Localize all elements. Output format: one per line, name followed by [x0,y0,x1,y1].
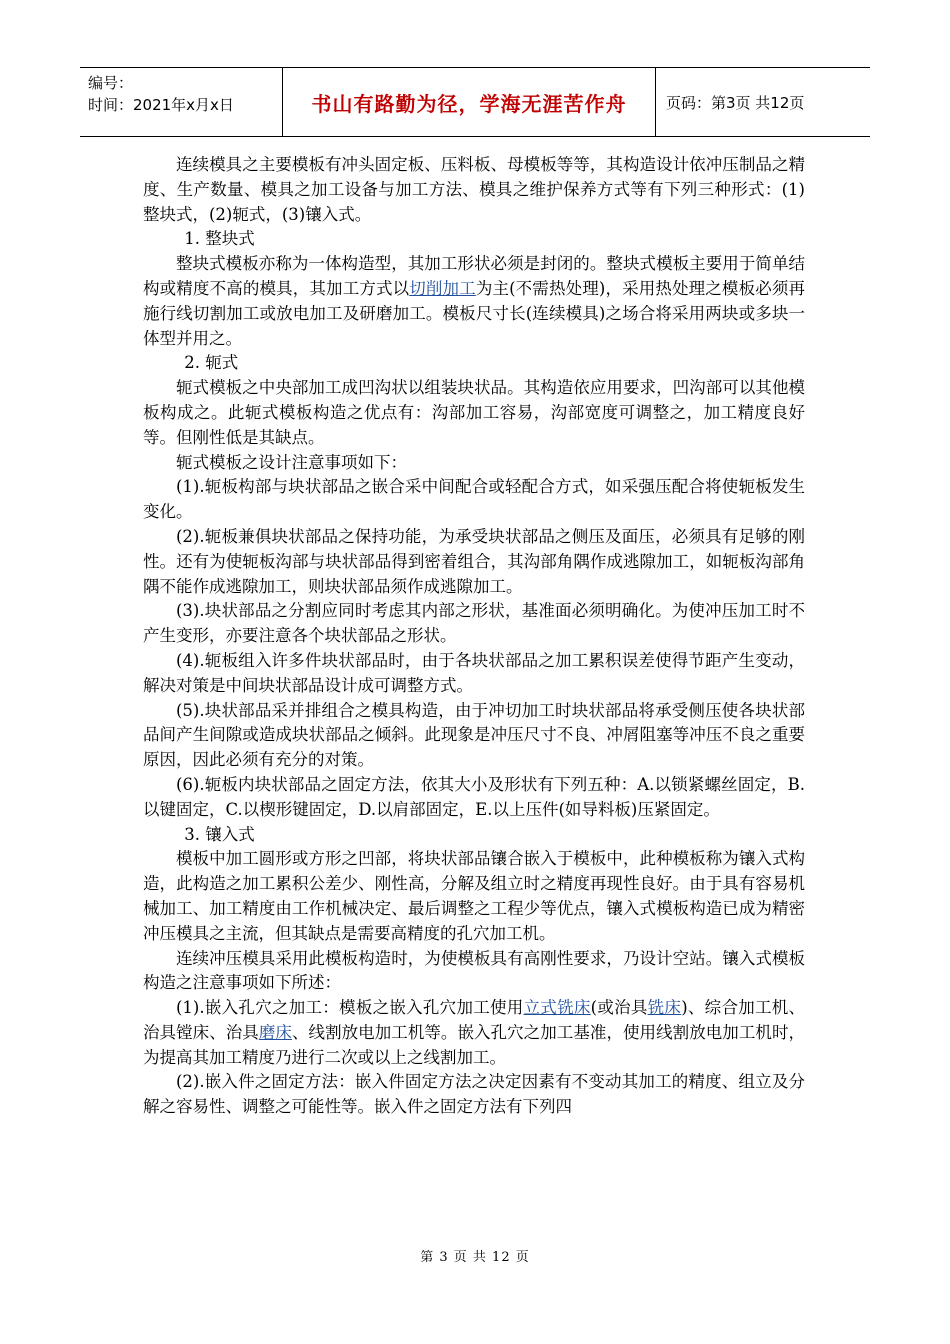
list-item-insert-1 [143,996,805,1070]
paragraph-text: 整块式模板亦称为一体构造型，其加工形状必须是封闭的。整块式模板主要用于简单结构或精度不高的模具，其加工方式以 [143,254,805,298]
document-number-label: 编号： [88,74,134,92]
paragraph-text: )、综合加工机、治具镗床、治具 [143,998,806,1042]
link-milling-machine[interactable]: 铣床 [647,998,682,1018]
paragraph-text: (或治具 [590,998,648,1018]
header-motto: 书山有路勤为径，学海无涯苦作舟 [311,91,627,116]
section-heading-yoke: 2. 轭式 [184,353,239,373]
page-header [80,67,870,137]
section-heading-insert: 3. 镶入式 [184,824,255,844]
link-cutting-machining[interactable]: 切削加工 [409,278,476,298]
document-date: 时间：2021年x月x日 [88,96,234,114]
header-motto-cell [283,68,656,136]
link-vertical-milling-machine[interactable]: 立式铣床 [523,998,591,1018]
list-item-yoke-3: (3).块状部品之分割应同时考虑其内部之形状，基准面必须明确化。为使冲压加工时不产生变形，亦要注意各个块状部品之形状。 [143,601,805,646]
header-meta [80,68,283,136]
link-grinding-machine[interactable]: 磨床 [258,1022,292,1042]
list-item-yoke-4: (4).轭板组入许多件块状部品时，由于各块状部品之加工累积误差使得节距产生变动，解决对策是中间块状部品设计成可调整方式。 [143,650,805,695]
list-item-yoke-6: (6).轭板内块状部品之固定方法，依其大小及形状有下列五种：A.以锁紧螺丝固定，B.以键固定，C.以楔形键固定，D.以肩部固定，E.以上压件(如导料板)压紧固定。 [143,774,805,819]
section-heading-monolithic: 1. 整块式 [184,229,255,249]
paragraph-text: 、线割放电加工机等。嵌入孔穴之加工基准，使用线割放电加工机时，为提高其加工精度乃进行二次或以上之线割加工。 [143,1022,806,1067]
list-item-insert-2: (2).嵌入件之固定方法：嵌入件固定方法之决定因素有不变动其加工的精度、组立及分解之容易性、调整之可能性等。嵌入件之固定方法有下列四 [143,1072,805,1117]
paragraph-insert: 模板中加工圆形或方形之凹部，将块状部品镶合嵌入于模板中，此种模板称为镶入式构造，此构造之加工累积公差少、刚性高，分解及组立时之精度再现性良好。由于具有容易机械加工、加工精度由工作机械决定、最后调整之工程少等优点，镶入式模板构造已成为精密冲压模具之主流，但其缺点是需要高精度的孔穴加工机。 [143,849,805,943]
document-body [143,153,805,1120]
page-footer: 第 3 页 共 12 页 [420,1250,530,1265]
header-page-info: 页码：第3页 共12页 [666,93,805,112]
paragraph-yoke-notes-intro: 轭式模板之设计注意事项如下： [176,452,407,472]
list-item-yoke-5: (5).块状部品采并排组合之模具构造，由于冲切加工时块状部品将承受侧压使各块状部品间产生间隙或造成块状部品之倾斜。此现象是冲压尺寸不良、冲屑阻塞等冲压不良之重要原因，因此必须有充分的对策。 [143,700,805,770]
paragraph-monolithic [143,252,805,351]
paragraph-insert-notes-intro: 连续冲压模具采用此模板构造时，为使模板具有高刚性要求，乃设计空站。镶入式模板构造之注意事项如下所述： [143,948,805,993]
paragraph-text: 为主(不需热处理)，采用热处理之模板必须再施行线切割加工或放电加工及研磨加工。模板尺寸长(连续模具)之场合将采用两块或多块一体型并用之。 [143,278,805,348]
paragraph-text: (1).嵌入孔穴之加工：模板之嵌入孔穴加工使用 [176,998,524,1018]
paragraph-yoke: 轭式模板之中央部加工成凹沟状以组装块状品。其构造依应用要求，凹沟部可以其他模板构成之。此轭式模板构造之优点有：沟部加工容易，沟部宽度可调整之，加工精度良好等。但刚性低是其缺点。 [143,378,805,447]
list-item-yoke-2: (2).轭板兼俱块状部品之保持功能，为承受块状部品之侧压及面压，必须具有足够的刚性。还有为使轭板沟部与块状部品得到密着组合，其沟部角隅作成逃隙加工，如轭板沟部角隅不能作成逃隙加工，则块状部品须作成逃隙加工。 [143,526,805,596]
list-item-yoke-1: (1).轭板构部与块状部品之嵌合采中间配合或轻配合方式，如采强压配合将使轭板发生变化。 [143,477,805,522]
intro-paragraph: 连续模具之主要模板有冲头固定板、压料板、母模板等等，其构造设计依冲压制品之精度、生产数量、模具之加工设备与加工方法、模具之维护保养方式等有下列三种形式：(1)整块式，(2)轭式，(3)镶入式。 [143,155,805,224]
